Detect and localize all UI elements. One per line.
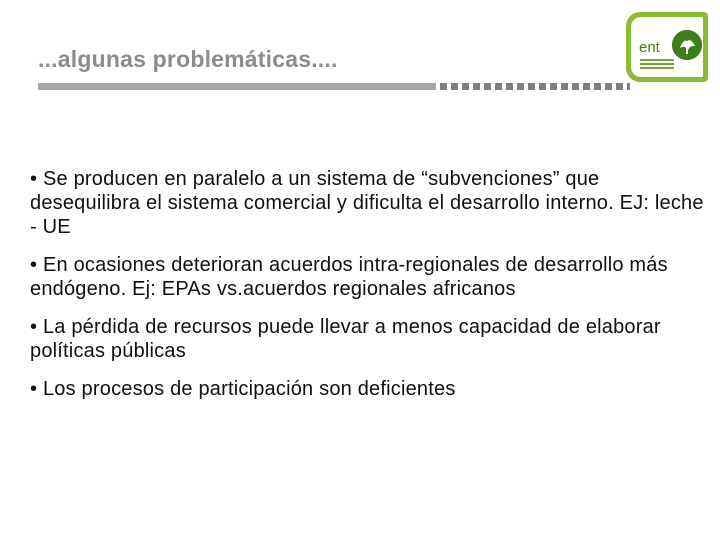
ent-logo xyxy=(626,12,708,82)
slide-title: ...algunas problemáticas.... xyxy=(38,46,338,72)
bullet-item: • Se producen en paralelo a un sistema de “subvenciones” que desequilibra el sistema comercial y dificulta el desarrollo interno. EJ: leche - UE xyxy=(30,168,704,238)
logo-subtext xyxy=(640,59,674,69)
bullet-list xyxy=(30,167,714,415)
bullet-item: • En ocasiones deterioran acuerdos intra-regionales de desarrollo más endógeno. Ej: EPAs vs.acuerdos regionales africanos xyxy=(30,254,668,300)
bullet-item: • La pérdida de recursos puede llevar a menos capacidad de elaborar políticas públicas xyxy=(30,316,661,362)
logo-text: ent xyxy=(639,39,660,56)
title-underline xyxy=(38,83,436,90)
logo-tree-emblem-icon xyxy=(672,30,702,60)
bullet-item: • Los procesos de participación son deficientes xyxy=(30,378,456,400)
title-dotted-rule xyxy=(440,83,630,90)
